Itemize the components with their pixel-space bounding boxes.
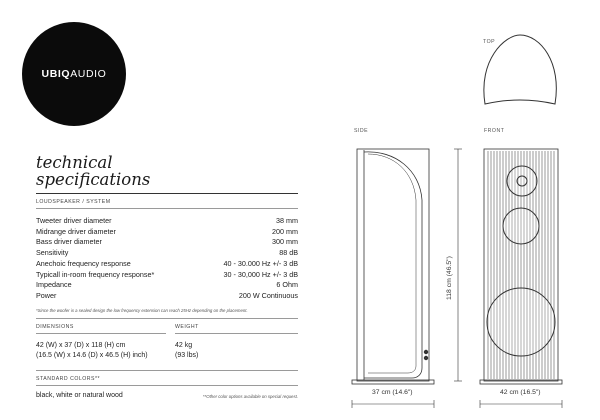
spec-value: 200 W Continuous xyxy=(238,291,298,300)
section-label-colors: STANDARD COLORS** xyxy=(36,376,101,382)
side-view-label: SIDE xyxy=(354,128,369,134)
section-label-dimensions: DIMENSIONS xyxy=(36,324,74,330)
spec-label: Sensitivity xyxy=(36,247,69,257)
height-dimension-line xyxy=(454,149,462,381)
top-view-label: TOP xyxy=(483,39,496,45)
front-view-label: FRONT xyxy=(484,128,505,134)
section-label-loudspeaker: LOUDSPEAKER / SYSTEM xyxy=(36,199,111,205)
spec-value: 6 Ohm xyxy=(276,280,298,289)
driver-midrange xyxy=(503,208,539,244)
driver-bass xyxy=(487,288,555,356)
driver-tweeter xyxy=(507,166,537,196)
spec-value: 200 mm xyxy=(272,226,298,236)
title-line-2: specifications xyxy=(36,170,151,189)
depth-dimension-label: 37 cm (14.6") xyxy=(372,389,413,396)
colors-value: black, white or natural wood xyxy=(36,392,123,399)
spec-label: Power xyxy=(36,291,57,300)
section-label-weight: WEIGHT xyxy=(175,324,199,330)
spec-value: 38 mm xyxy=(276,216,298,225)
brand-logo-bold: UBIQ xyxy=(41,68,71,80)
spec-label: Impedance xyxy=(36,280,72,289)
title-line-1: technical xyxy=(36,153,113,172)
brand-logo-rest: AUDIO xyxy=(70,68,107,80)
colors-note: **Other color options available on special request. xyxy=(202,394,298,399)
weight-imperial: (93 lbs) xyxy=(175,351,199,359)
spec-value: 88 dB xyxy=(279,247,298,257)
width-dimension-line xyxy=(480,400,562,408)
dimensions-imperial: (16.5 (W) x 14.6 (D) x 46.5 (H) inch) xyxy=(36,351,148,359)
front-view xyxy=(480,149,562,384)
spec-label: Bass driver diameter xyxy=(36,237,102,246)
width-dimension-label: 42 cm (16.5") xyxy=(500,389,541,396)
height-dimension-label: 118 cm (46.5") xyxy=(446,256,453,300)
top-view-outline xyxy=(484,35,556,104)
dimensions-metric: 42 (W) x 37 (D) x 118 (H) cm xyxy=(36,342,126,349)
spec-label: Typicall in-room frequency response* xyxy=(36,269,155,279)
spec-value: 40 - 30.000 Hz +/- 3 dB xyxy=(223,258,298,268)
spec-value: 300 mm xyxy=(272,237,298,246)
footnote: *Since the woofer is a sealed design the low frequency extension can reach 25Hz depending on the placement. xyxy=(36,308,248,313)
spec-label: Anechoic frequency response xyxy=(36,258,131,268)
depth-dimension-line xyxy=(352,400,434,408)
weight-metric: 42 kg xyxy=(175,342,193,349)
spec-label: Tweeter driver diameter xyxy=(36,216,112,225)
spec-value: 30 - 30,000 Hz +/- 3 dB xyxy=(223,269,298,279)
side-view xyxy=(352,149,434,384)
spec-label: Midrange driver diameter xyxy=(36,226,116,236)
